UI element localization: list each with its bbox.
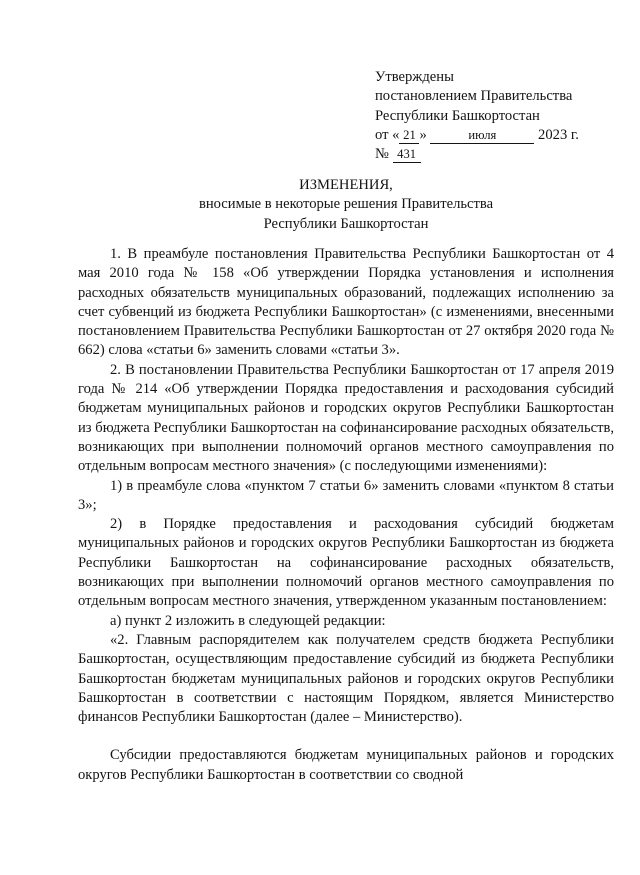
approval-line: Утверждены bbox=[375, 69, 454, 85]
title-subtitle: Республики Башкортостан bbox=[263, 215, 429, 232]
title-heading: ИЗМЕНЕНИЯ, bbox=[299, 177, 393, 193]
approval-number bbox=[375, 145, 625, 164]
paragraph: а) пункт 2 изложить в следующей редакции: bbox=[110, 612, 386, 629]
paragraph: 2. В постановлении Правительства Республики Башкортостан от 17 апреля 2019 года № 214 «Об утверждении Порядка предоставления и расходования субсидий бюджетам муниципальных районов и городских округов Республики Башкортостан из бюджета Республики Башкортостан на софинансирование расходных обязательств, возникающих при выполнении полномочий органов местного самоуправления по отдельным вопросам местного значения» (с последующими изменениями): bbox=[78, 361, 614, 475]
date-day: 21 bbox=[399, 128, 419, 144]
approval-line: Республики Башкортостан bbox=[375, 107, 540, 124]
title-subtitle: вносимые в некоторые решения Правительства bbox=[198, 196, 494, 213]
paragraph: «2. Главным распорядителем как получателем средств бюджета Республики Башкортостан, осуществляющим предоставление субсидий из бюджета Республики Башкортостан бюджетам муниципальных районов и городских округов Республики Башкортостан в соответствии с настоящим Порядком, является Министерство финансов Республики Башкортостан (далее – Министерство). bbox=[78, 631, 614, 726]
date-prefix: от « bbox=[375, 126, 400, 143]
paragraph: 1) в преамбуле слова «пунктом 7 статьи 6» заменить словами «пунктом 8 статьи 3»; bbox=[78, 477, 614, 513]
approval-stamp bbox=[375, 68, 625, 164]
date-month: июля bbox=[430, 128, 534, 144]
number-prefix: № bbox=[375, 146, 389, 163]
paragraph: 1. В преамбуле постановления Правительства Республики Башкортостан от 4 мая 2010 года № 158 «Об утверждении Порядка установления и исполнения расходных обязательств муниципальных образований, подлежащих исполнению за счет субвенций из бюджета Республики Башкортостан» (с изменениями, внесенными постановлением Правительства Республики Башкортостан от 27 октября 2020 года № 662) слова «статьи 6» заменить словами «статьи 3». bbox=[78, 246, 614, 359]
date-mid: » bbox=[419, 126, 427, 143]
date-year: 2023 г. bbox=[538, 126, 579, 143]
paragraph: Субсидии предоставляются бюджетам муниципальных районов и городских округов Республики Башкортостан в соответствии со сводной bbox=[78, 747, 614, 783]
number-value: 431 bbox=[393, 147, 421, 163]
approval-line: постановлением Правительства bbox=[375, 88, 573, 105]
paragraph: 2) в Порядке предоставления и расходования субсидий бюджетам муниципальных районов и городских округов Республики Башкортостан из бюджета Республики Башкортостан на софинансирование расходных обязательств, возникающих при выполнении полномочий органов местного самоуправления по отдельным вопросам местного значения, утвержденном указанным постановлением: bbox=[78, 516, 614, 610]
document-body bbox=[78, 245, 614, 785]
approval-date bbox=[375, 126, 625, 145]
document-title bbox=[78, 176, 614, 234]
